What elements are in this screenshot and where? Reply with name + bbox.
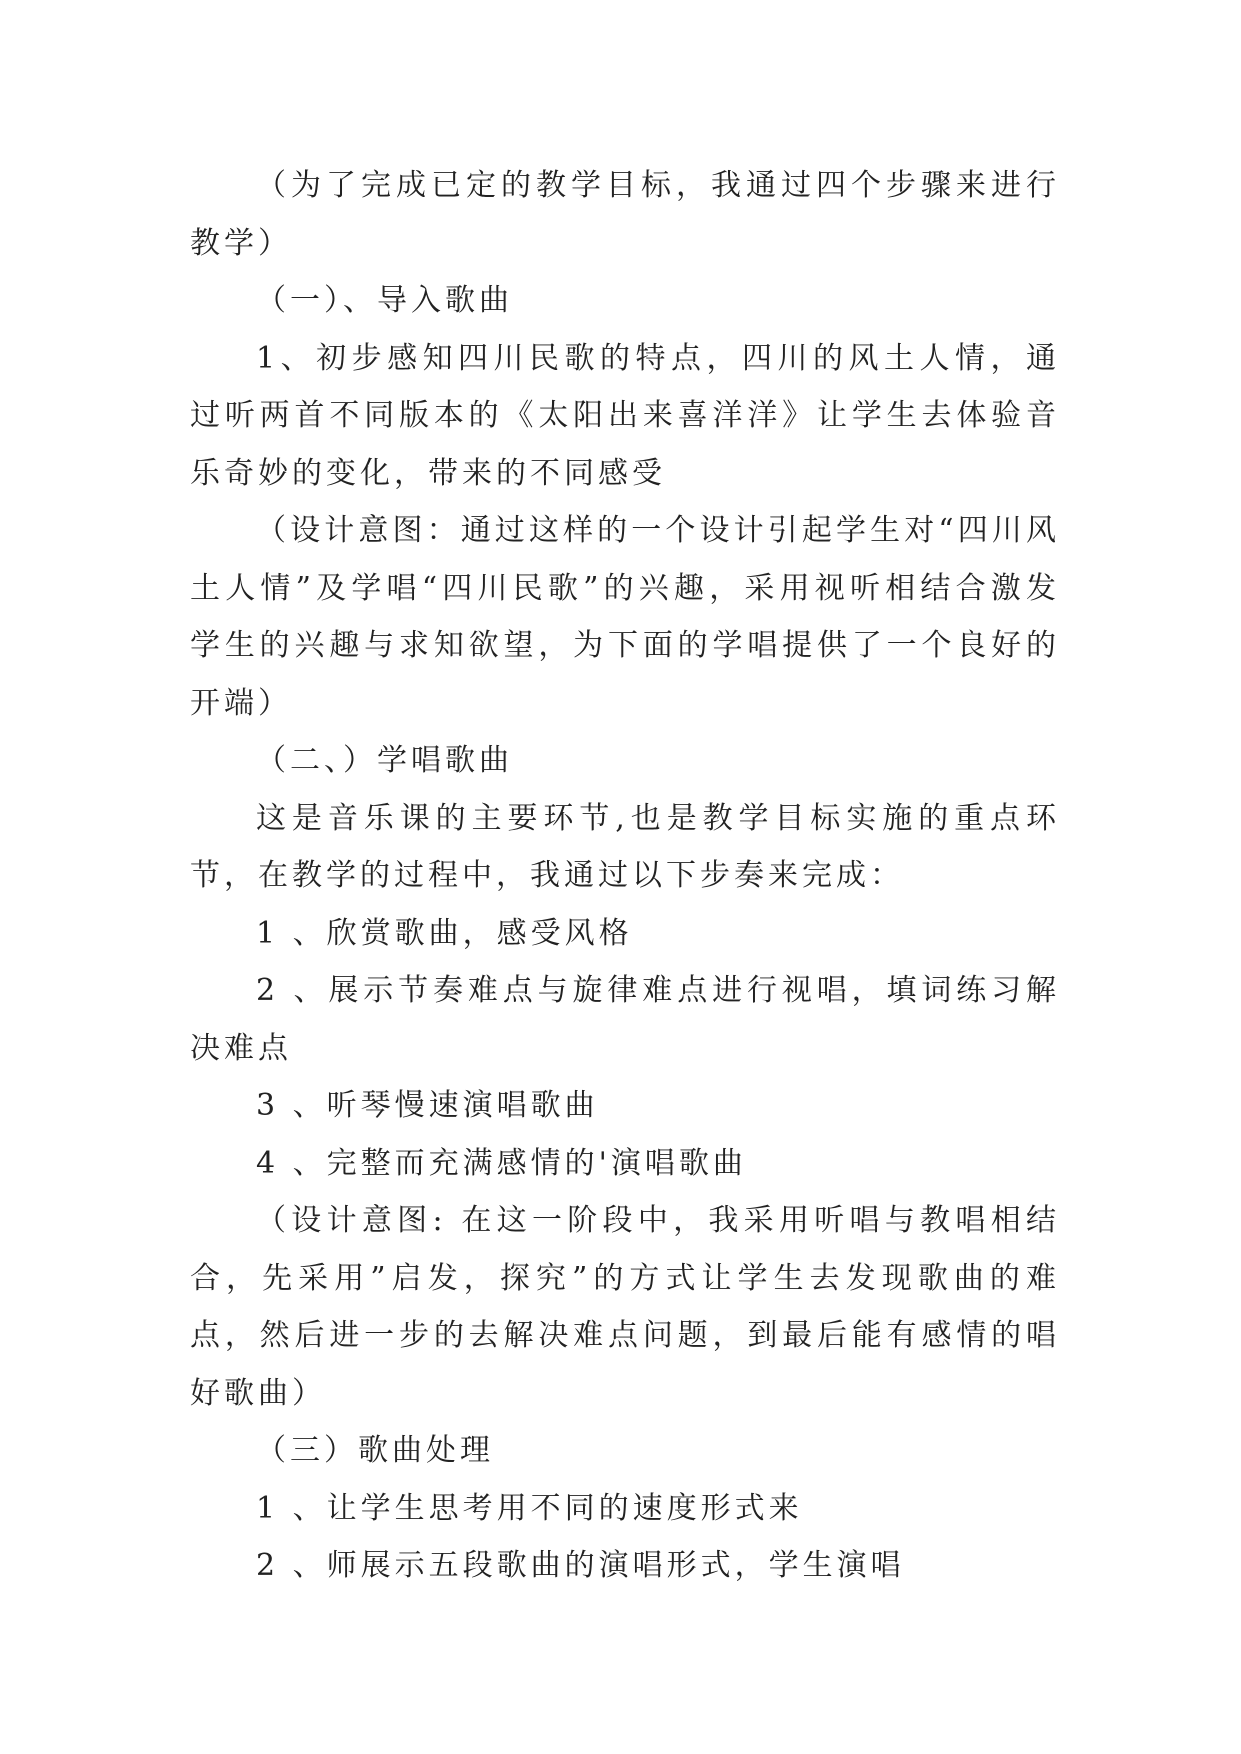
heading-section-2: （二、）学唱歌曲 — [256, 743, 513, 778]
list-item-3-2: 2 、师展示五段歌曲的演唱形式，学生演唱 — [256, 1548, 905, 1583]
paragraph-step-1: 1、初步感知四川民歌的特点，四川的风土人情，通过听两首不同版本的《太阳出来喜洋洋》让学生去体验音乐奇妙的变化，带来的不同感受 — [190, 340, 1060, 491]
paragraph-design-intent-1: （设计意图：通过这样的一个设计引起学生对“四川风土人情”及学唱“四川民歌”的兴趣，采用视听相结合激发学生的兴趣与求知欲望，为下面的学唱提供了一个良好的开端） — [190, 513, 1060, 721]
list-item-2-3: 3 、听琴慢速演唱歌曲 — [256, 1088, 599, 1123]
list-item-3-1: 1 、让学生思考用不同的速度形式来 — [256, 1490, 803, 1526]
heading-section-1: （一）、导入歌曲 — [256, 283, 513, 318]
paragraph-section-2-intro: 这是音乐课的主要环节,也是教学目标实施的重点环节，在教学的过程中，我通过以下步奏来完成： — [190, 800, 1060, 893]
document-page — [190, 157, 1060, 1595]
paragraph-intro: （为了完成已定的教学目标，我通过四个步骤来进行教学） — [190, 168, 1060, 261]
heading-section-3: （三）歌曲处理 — [256, 1433, 494, 1468]
list-item-2-4: 4 、完整而充满感情的'演唱歌曲 — [256, 1145, 747, 1181]
paragraph-design-intent-2: （设计意图: 在这一阶段中，我采用听唱与教唱相结合，先采用”启发，探究”的方式让学生去发现歌曲的难点，然后进一步的去解决难点问题，到最后能有感情的唱好歌曲） — [190, 1203, 1060, 1411]
list-item-2-2: 2 、展示节奏难点与旋律难点进行视唱，填词练习解决难点 — [190, 973, 1060, 1066]
list-item-2-1: 1 、欣赏歌曲，感受风格 — [256, 915, 633, 951]
